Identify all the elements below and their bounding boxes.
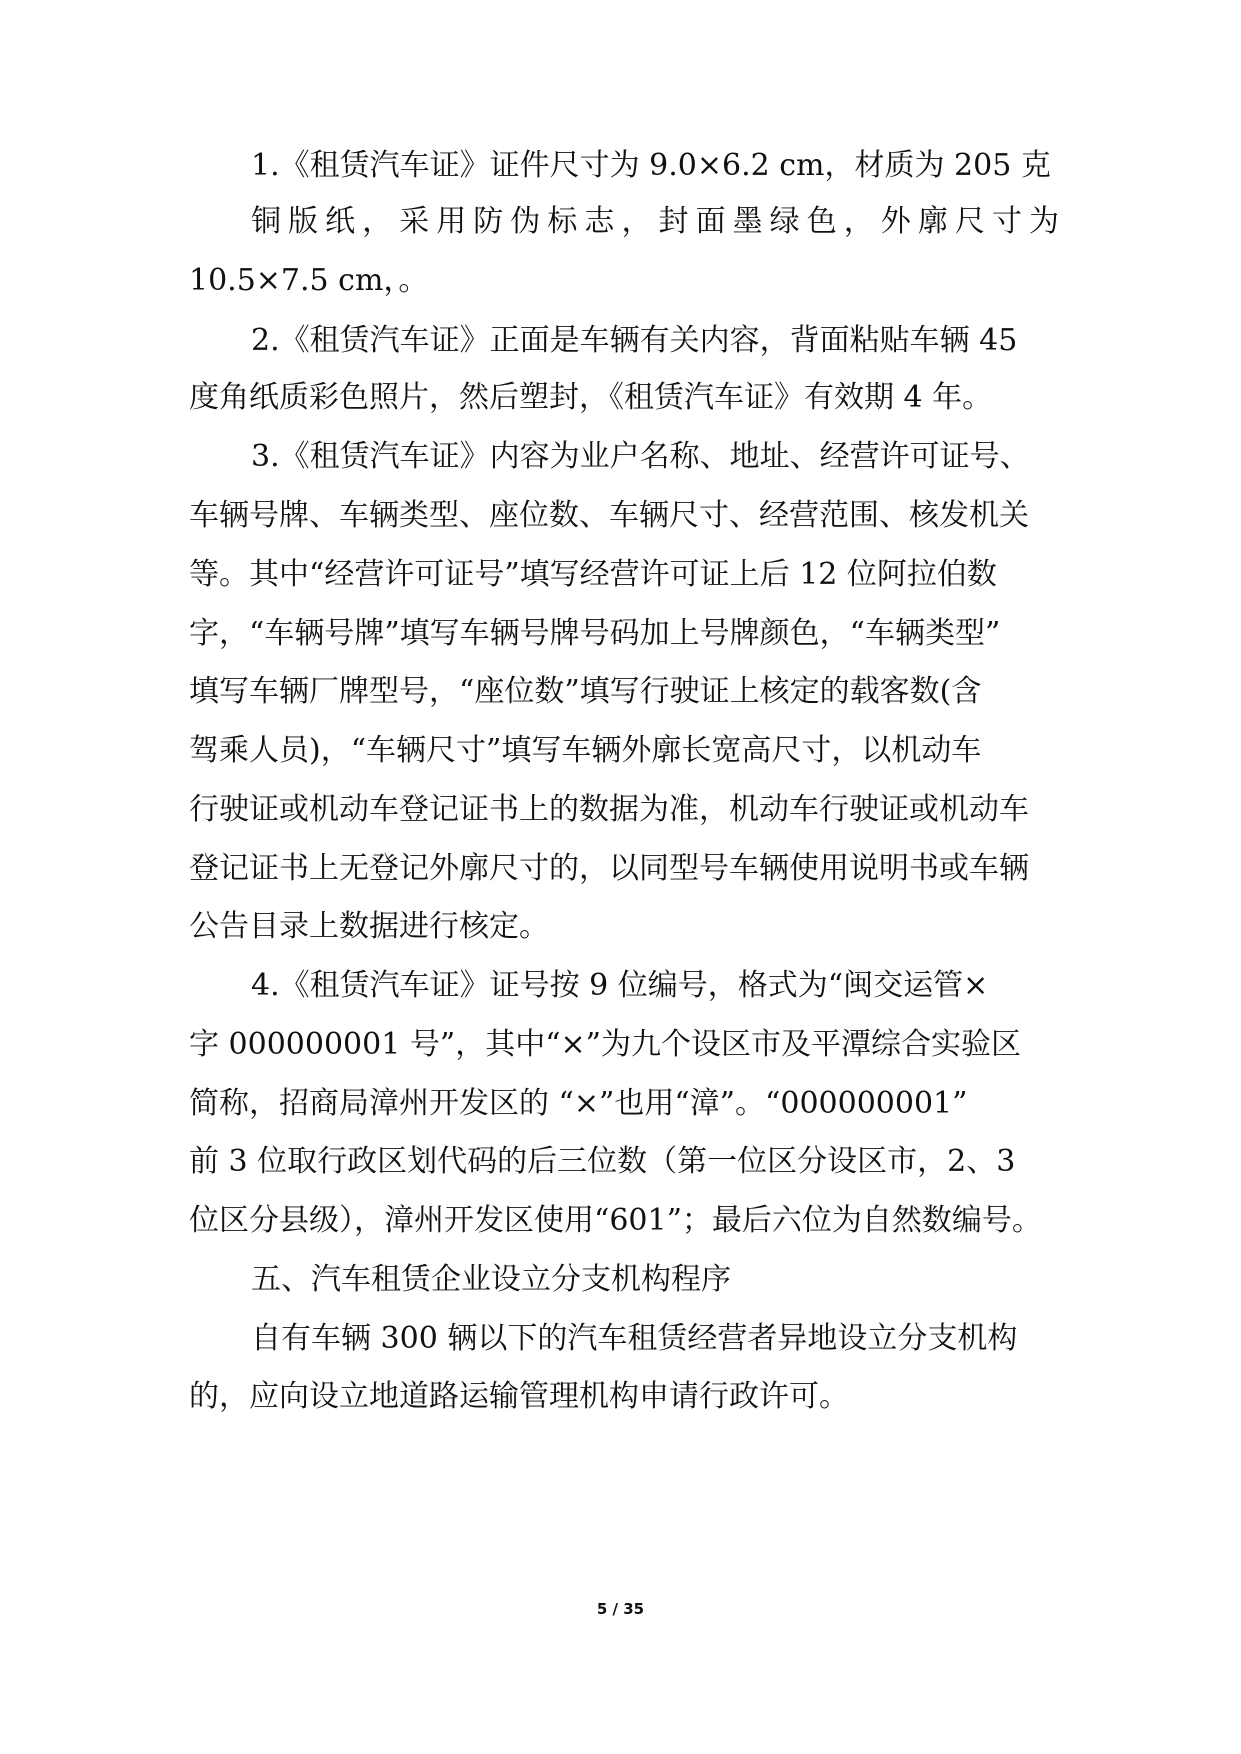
- text-line: 等。其中“经营许可证号”填写经营许可证上后 12 位阿拉伯数: [189, 557, 997, 592]
- text-line: 前 3 位取行政区划代码的后三位数（第一位区分设区市，2、3: [189, 1144, 1016, 1179]
- text-line: 车辆号牌、车辆类型、座位数、车辆尺寸、经营范围、核发机关: [189, 498, 1029, 533]
- text-line: 字 000000001 号”，其中“×”为九个设区市及平潭综合实验区: [189, 1027, 1022, 1062]
- text-line: 的，应向设立地道路运输管理机构申请行政许可。: [189, 1379, 849, 1414]
- text-line: 驾乘人员)，“车辆尺寸”填写车辆外廓长宽高尺寸，以机动车: [189, 733, 982, 768]
- text-line: 铜版纸，采用防伪标志，封面墨绿色，外廓尺寸为: [251, 204, 1059, 239]
- text-line: 行驶证或机动车登记证书上的数据为准，机动车行驶证或机动车: [189, 792, 1029, 827]
- text-line: 公告目录上数据进行核定。: [189, 909, 549, 944]
- text-line: 自有车辆 300 辆以下的汽车租赁经营者异地设立分支机构: [251, 1321, 1018, 1356]
- text-line: 度角纸质彩色照片，然后塑封，《租赁汽车证》有效期 4 年。: [189, 380, 993, 415]
- text-line: 3.《租赁汽车证》内容为业户名称、地址、经营许可证号、: [251, 439, 1030, 474]
- text-line: 10.5×7.5 cm，。: [189, 263, 429, 298]
- text-line: 1.《租赁汽车证》证件尺寸为 9.0×6.2 cm，材质为 205 克: [251, 148, 1051, 183]
- text-line: 位区分县级），漳州开发区使用“601”；最后六位为自然数编号。: [189, 1203, 1042, 1238]
- text-line: 字，“车辆号牌”填写车辆号牌号码加上号牌颜色，“车辆类型”: [189, 616, 1001, 651]
- text-line: 简称，招商局漳州开发区的 “×”也用“漳”。“000000001”: [189, 1086, 968, 1121]
- page-number: 5 / 35: [596, 1600, 645, 1618]
- text-line: 填写车辆厂牌型号，“座位数”填写行驶证上核定的载客数(含: [189, 674, 982, 709]
- text-line: 4.《租赁汽车证》证号按 9 位编号，格式为“闽交运管×: [251, 968, 989, 1003]
- text-line: 2.《租赁汽车证》正面是车辆有关内容，背面粘贴车辆 45: [251, 323, 1018, 358]
- section-heading: 五、汽车租赁企业设立分支机构程序: [251, 1262, 731, 1297]
- text-line: 登记证书上无登记外廓尺寸的，以同型号车辆使用说明书或车辆: [189, 851, 1029, 886]
